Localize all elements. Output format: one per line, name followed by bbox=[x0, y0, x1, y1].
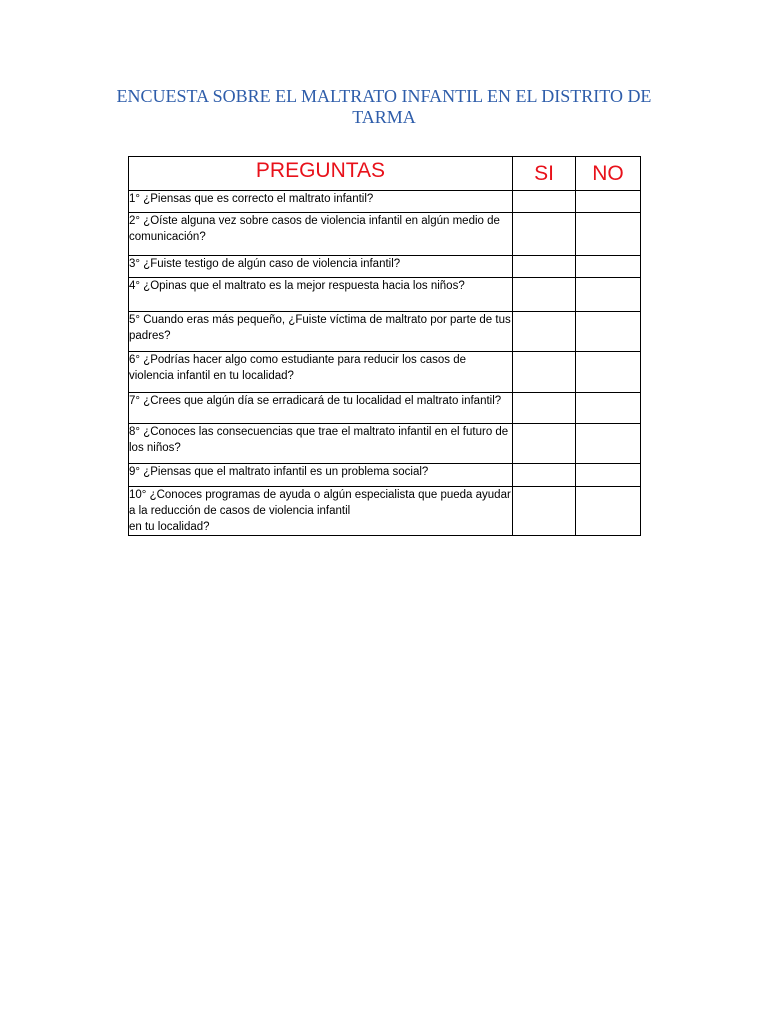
no-answer-cell[interactable] bbox=[576, 424, 641, 464]
yes-header: SI bbox=[513, 157, 576, 191]
no-header: NO bbox=[576, 157, 641, 191]
table-row bbox=[129, 213, 641, 256]
no-answer-cell[interactable] bbox=[576, 213, 641, 256]
table-row bbox=[129, 256, 641, 278]
question-text: 4° ¿Opinas que el maltrato es la mejor respuesta hacia los niños? bbox=[129, 278, 513, 312]
questions-header: PREGUNTAS bbox=[129, 157, 513, 191]
question-text: 10° ¿Conoces programas de ayuda o algún especialista que pueda ayudar a la reducción de casos de violencia infantil en tu localidad? bbox=[129, 487, 513, 536]
question-text: 8° ¿Conoces las consecuencias que trae el maltrato infantil en el futuro de los niños? bbox=[129, 424, 513, 464]
yes-answer-cell[interactable] bbox=[513, 213, 576, 256]
question-text: 9° ¿Piensas que el maltrato infantil es un problema social? bbox=[129, 464, 513, 487]
table-row bbox=[129, 464, 641, 487]
question-text: 7° ¿Crees que algún día se erradicará de tu localidad el maltrato infantil? bbox=[129, 393, 513, 424]
yes-answer-cell[interactable] bbox=[513, 487, 576, 536]
survey-table bbox=[128, 156, 641, 536]
table-row bbox=[129, 393, 641, 424]
table-row bbox=[129, 278, 641, 312]
question-text: 6° ¿Podrías hacer algo como estudiante para reducir los casos de violencia infantil en tu localidad? bbox=[129, 352, 513, 393]
no-answer-cell[interactable] bbox=[576, 487, 641, 536]
table-row bbox=[129, 487, 641, 536]
question-text: 3° ¿Fuiste testigo de algún caso de violencia infantil? bbox=[129, 256, 513, 278]
no-answer-cell[interactable] bbox=[576, 393, 641, 424]
no-answer-cell[interactable] bbox=[576, 191, 641, 213]
no-answer-cell[interactable] bbox=[576, 464, 641, 487]
table-row bbox=[129, 312, 641, 352]
yes-answer-cell[interactable] bbox=[513, 464, 576, 487]
yes-answer-cell[interactable] bbox=[513, 352, 576, 393]
table-row bbox=[129, 191, 641, 213]
yes-answer-cell[interactable] bbox=[513, 256, 576, 278]
yes-answer-cell[interactable] bbox=[513, 312, 576, 352]
yes-answer-cell[interactable] bbox=[513, 393, 576, 424]
no-answer-cell[interactable] bbox=[576, 352, 641, 393]
no-answer-cell[interactable] bbox=[576, 312, 641, 352]
question-text: 1° ¿Piensas que es correcto el maltrato infantil? bbox=[129, 191, 513, 213]
yes-answer-cell[interactable] bbox=[513, 424, 576, 464]
yes-answer-cell[interactable] bbox=[513, 278, 576, 312]
question-text: 5° Cuando eras más pequeño, ¿Fuiste víctima de maltrato por parte de tus padres? bbox=[129, 312, 513, 352]
yes-answer-cell[interactable] bbox=[513, 191, 576, 213]
question-text: 2° ¿Oíste alguna vez sobre casos de violencia infantil en algún medio de comunicación? bbox=[129, 213, 513, 256]
table-row bbox=[129, 352, 641, 393]
no-answer-cell[interactable] bbox=[576, 256, 641, 278]
no-answer-cell[interactable] bbox=[576, 278, 641, 312]
table-header-row bbox=[129, 157, 641, 191]
table-row bbox=[129, 424, 641, 464]
page-title: ENCUESTA SOBRE EL MALTRATO INFANTIL EN EL DISTRITO DE TARMA bbox=[116, 86, 652, 127]
